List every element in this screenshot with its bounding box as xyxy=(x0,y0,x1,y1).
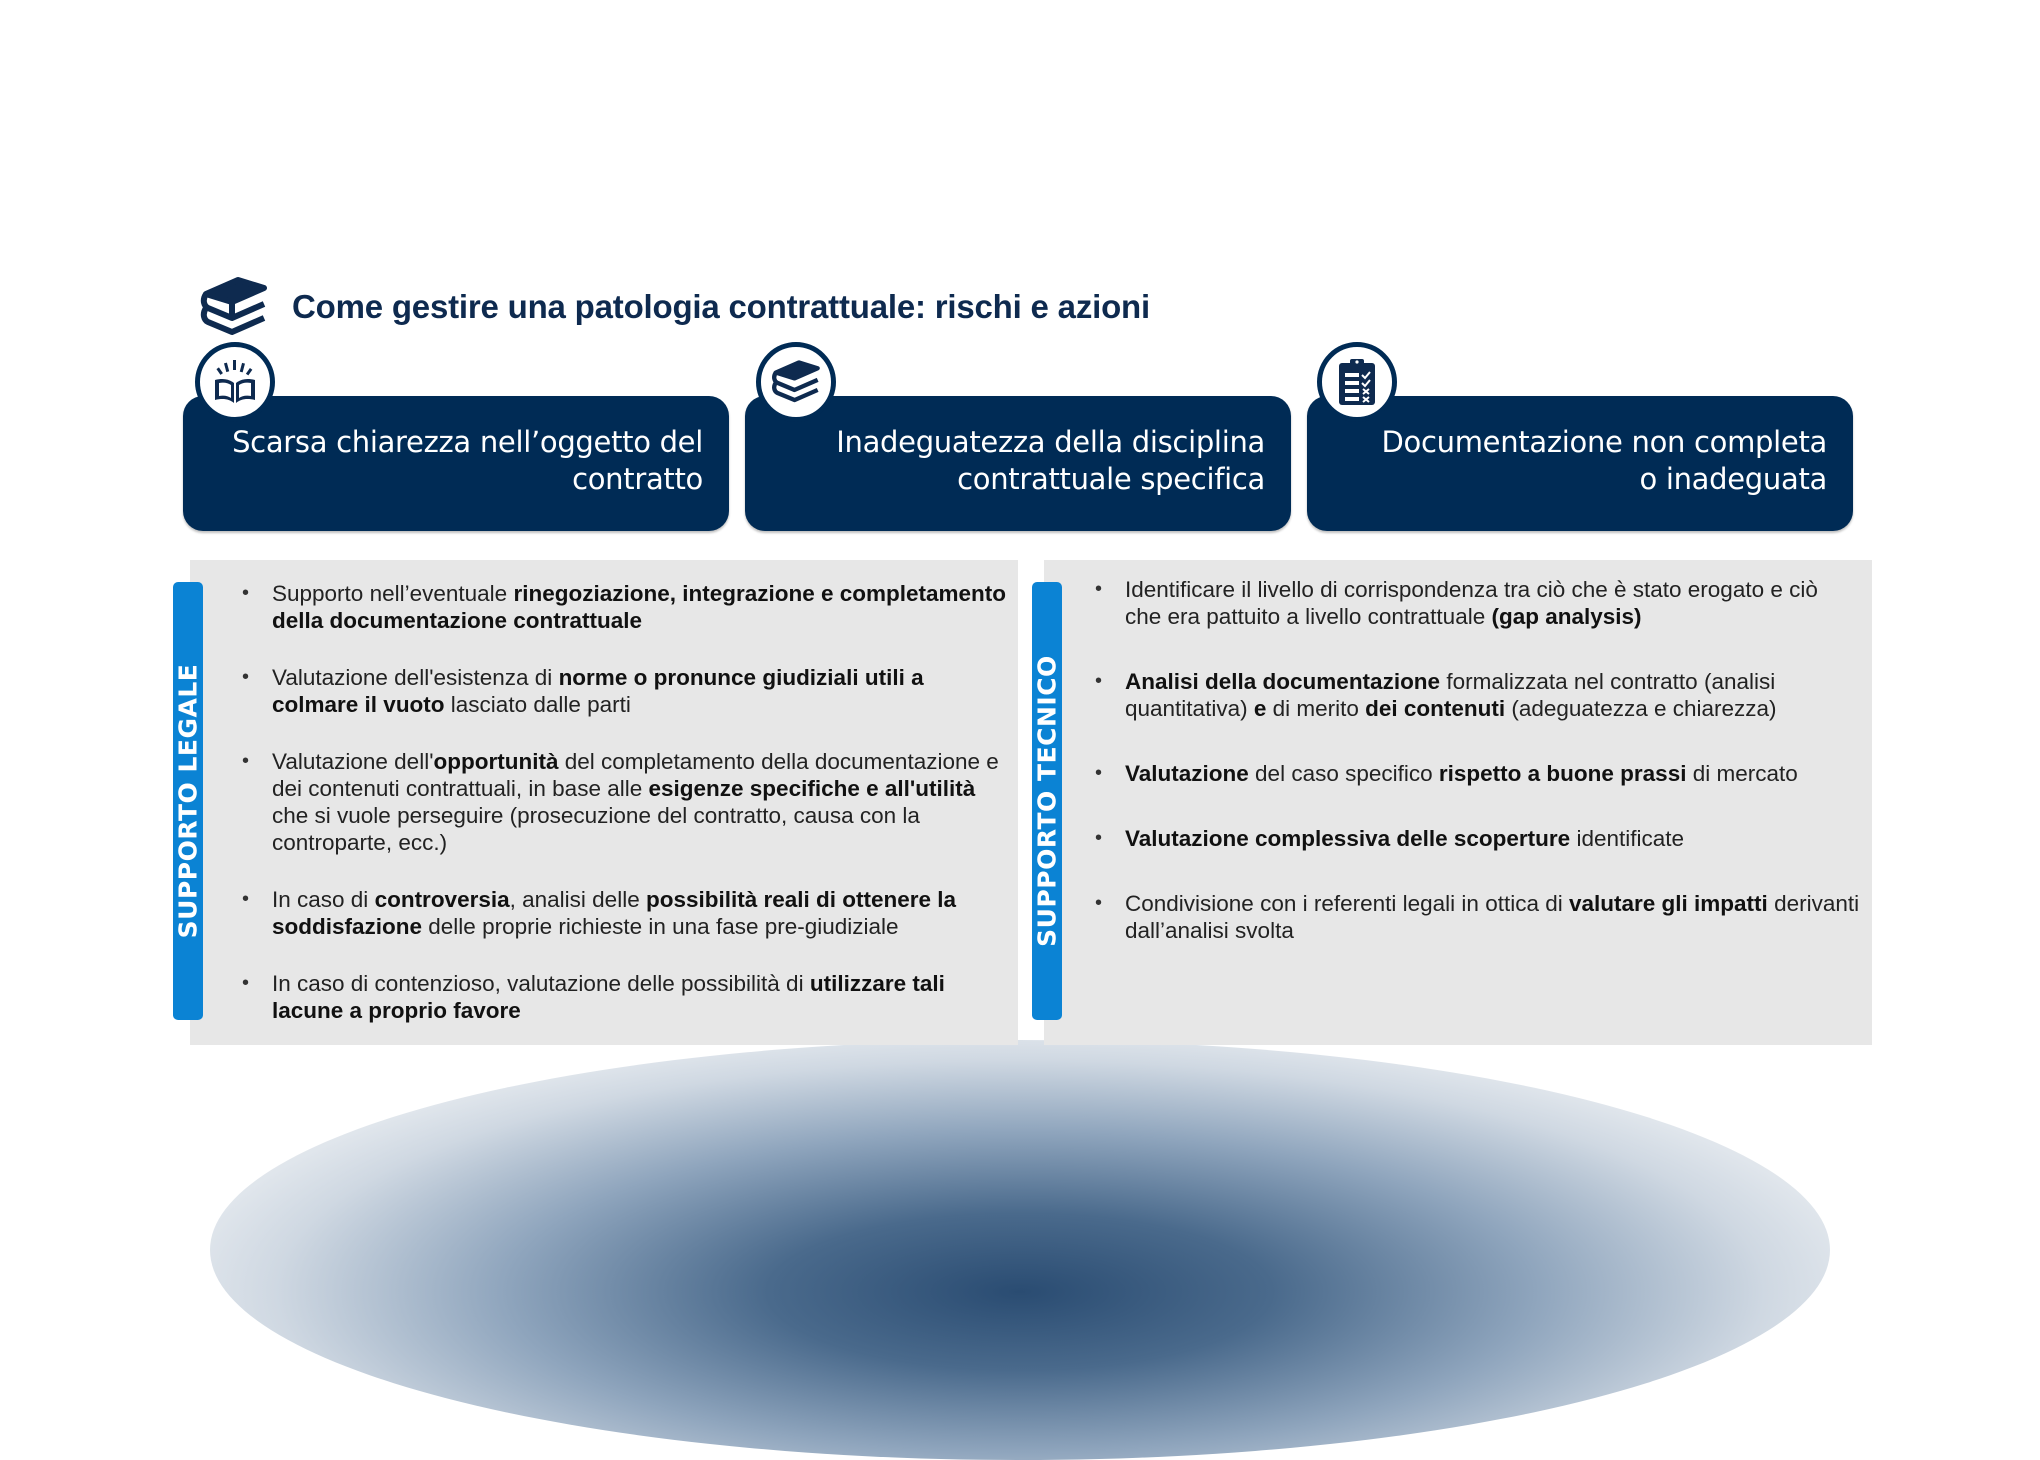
risk-card-1 xyxy=(183,396,729,531)
stacked-books-icon xyxy=(198,272,270,342)
risk-card-text: Scarsa chiarezza nell’oggetto del contratto xyxy=(232,425,703,496)
bullet-item: • Condivisione con i referenti legali in ottica di valutare gli impatti derivanti dall’analisi svolta xyxy=(1125,890,1860,944)
bullet-item: • Valutazione complessiva delle scoperture identificate xyxy=(1125,825,1860,852)
bullet-item: • In caso di contenzioso, valutazione delle possibilità di utilizzare tali lacune a proprio favore xyxy=(272,970,1007,1024)
legal-support-label-bar xyxy=(173,582,203,1020)
legal-bullet-list xyxy=(272,580,1007,1024)
risk-card-3 xyxy=(1307,396,1853,531)
bullet-item: • Identificare il livello di corrispondenza tra ciò che è stato erogato e ciò che era pattuito a livello contrattuale (gap analysis) xyxy=(1125,576,1860,630)
clipboard-checklist-icon xyxy=(1317,342,1397,422)
technical-support-label: SUPPORTO TECNICO xyxy=(1032,655,1062,947)
bullet-item: • Valutazione del caso specifico rispetto a buone prassi di mercato xyxy=(1125,760,1860,787)
legal-support-label: SUPPORTO LEGALE xyxy=(173,663,203,939)
header xyxy=(198,272,1150,342)
bullet-item: • Valutazione dell'opportunità del completamento della documentazione e dei contenuti contrattuali, in base alle esigenze specifiche e all'utilità che si vuole perseguire (prosecuzione del contratto, causa con la controparte, ecc.) xyxy=(272,748,1007,856)
page-title: Come gestire una patologia contrattuale: rischi e azioni xyxy=(292,288,1150,325)
open-book-icon xyxy=(195,342,275,422)
risk-card-text: Documentazione non completa o inadeguata xyxy=(1381,425,1827,496)
risk-card-2 xyxy=(745,396,1291,531)
bullet-item: • Supporto nell’eventuale rinegoziazione, integrazione e completamento della documentazione contrattuale xyxy=(272,580,1007,634)
risk-card-text: Inadeguatezza della disciplina contrattuale specifica xyxy=(836,425,1265,496)
bullet-item: • Valutazione dell'esistenza di norme o pronunce giudiziali utili a colmare il vuoto lasciato dalle parti xyxy=(272,664,1007,718)
books-stack-icon xyxy=(756,342,836,422)
bullet-item: • In caso di controversia, analisi delle possibilità reali di ottenere la soddisfazione delle proprie richieste in una fase pre-giudiziale xyxy=(272,886,1007,940)
background-radial-glow xyxy=(210,1040,1830,1460)
technical-support-label-bar xyxy=(1032,582,1062,1020)
technical-bullet-list xyxy=(1125,576,1860,944)
bullet-item: • Analisi della documentazione formalizzata nel contratto (analisi quantitativa) e di merito dei contenuti (adeguatezza e chiarezza) xyxy=(1125,668,1860,722)
